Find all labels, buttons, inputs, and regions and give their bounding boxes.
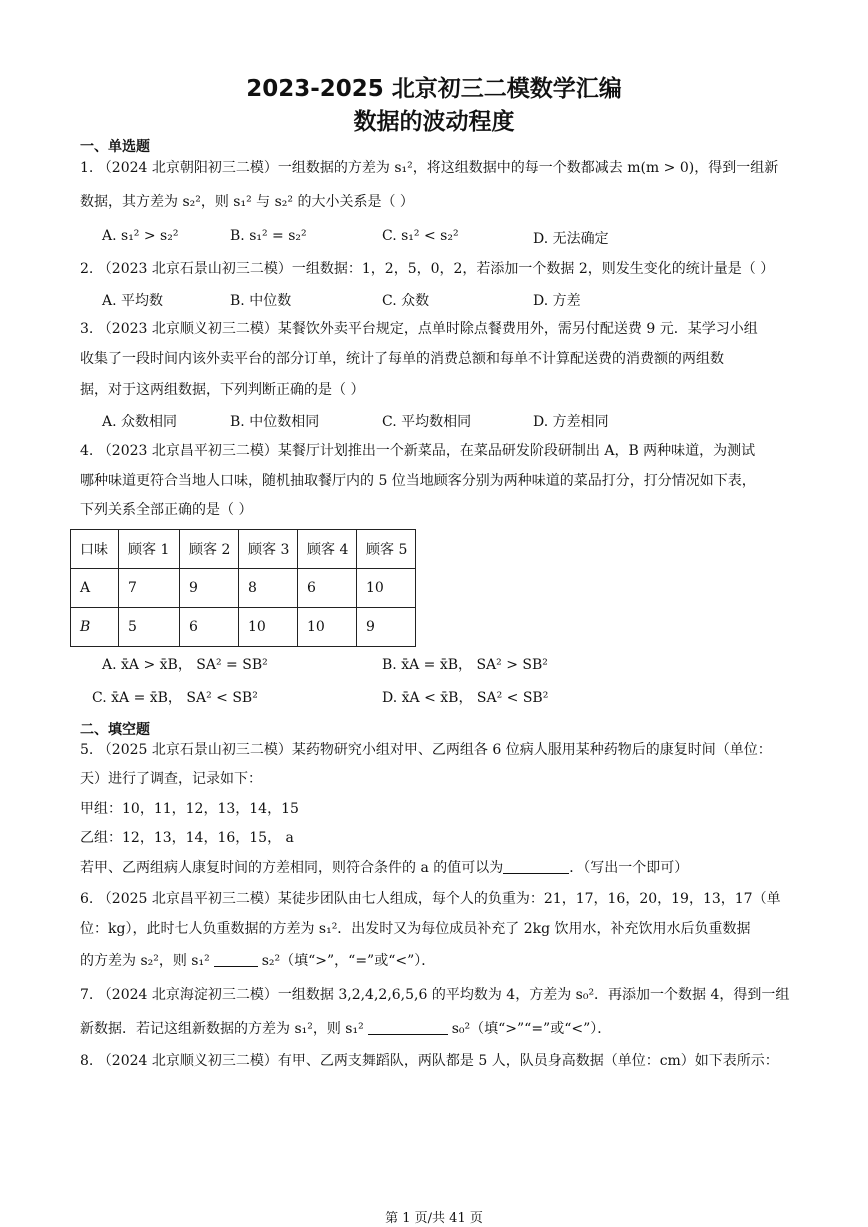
table-cell: 6	[298, 569, 357, 608]
question-4-line-1: 4. （2023 北京昌平初三二模）某餐厅计划推出一个新菜品，在菜品研发阶段研制出 A，B 两种味道，为测试	[80, 443, 756, 459]
answer-blank	[368, 1020, 448, 1035]
table-header-cell: 顾客 2	[180, 530, 239, 569]
question-4-line-3: 下列关系全部正确的是（ ）	[80, 502, 253, 518]
question-5-line-2: 天）进行了调查，记录如下：	[80, 771, 262, 787]
question-3-option-d: D. 方差相同	[533, 414, 609, 430]
question-3-option-a: A. 众数相同	[102, 414, 178, 430]
question-6-prompt: 的方差为 s₂²，则 s₁²	[80, 953, 210, 969]
question-5-line-4: 乙组：12，13，14，16，15， a	[80, 830, 294, 846]
answer-blank	[214, 952, 258, 967]
question-1-option-c: C. s₁² < s₂²	[382, 228, 459, 244]
table-cell: 10	[298, 608, 357, 647]
question-4-score-table	[70, 529, 416, 647]
question-6-line-3	[80, 951, 792, 971]
question-6-line-1: 6. （2025 北京昌平初三二模）某徒步团队由七人组成，每个人的负重为：21，17，16，20，19，13，17（单	[80, 891, 781, 907]
table-cell: 5	[119, 608, 180, 647]
table-header-row	[71, 530, 416, 569]
question-5-line-5	[80, 858, 792, 878]
question-2-option-d: D. 方差	[533, 293, 581, 309]
table-cell: 10	[239, 608, 298, 647]
question-1-option-a: A. s₁² > s₂²	[102, 228, 179, 244]
question-5-prompt: 若甲、乙两组病人康复时间的方差相同，则符合条件的 a 的值可以为	[80, 860, 504, 876]
question-4-option-b: B. x̄A = x̄B， SA² > SB²	[382, 657, 548, 673]
table-cell: 8	[239, 569, 298, 608]
table-cell: 10	[357, 569, 416, 608]
table-cell: B	[71, 608, 119, 647]
question-6-hint: s₂²（填“>”，“=”或“<”）．	[261, 953, 436, 969]
question-3-option-c: C. 平均数相同	[382, 414, 472, 430]
question-5-line-1: 5. （2025 北京石景山初三二模）某药物研究小组对甲、乙两组各 6 位病人服用某种药物后的康复时间（单位：	[80, 742, 772, 758]
question-2-option-c: C. 众数	[382, 293, 430, 309]
table-header-cell: 顾客 1	[119, 530, 180, 569]
question-7-prompt: 新数据．若记这组新数据的方差为 s₁²，则 s₁²	[80, 1021, 364, 1037]
question-4-option-a: A. x̄A > x̄B， SA² = SB²	[102, 657, 268, 673]
table-row	[71, 608, 416, 647]
table-header-cell: 顾客 4	[298, 530, 357, 569]
question-6-line-2: 位：kg），此时七人负重数据的方差为 s₁²．出发时又为每位成员补充了 2kg 饮用水，补充饮用水后负重数据	[80, 921, 751, 937]
title-line-2: 数据的波动程度	[353, 109, 515, 135]
table-cell: 9	[180, 569, 239, 608]
question-5-line-3: 甲组：10，11，12，13，14，15	[80, 801, 299, 817]
table-header-cell: 口味	[71, 530, 119, 569]
answer-blank	[503, 859, 569, 874]
question-2-line-1: 2. （2023 北京石景山初三二模）一组数据：1，2，5，0，2，若添加一个数据 2，则发生变化的统计量是（ ）	[80, 261, 775, 277]
page-footer: 第 1 页/共 41 页	[385, 1211, 483, 1226]
question-4-option-d: D. x̄A < x̄B， SA² < SB²	[382, 690, 549, 706]
question-1-line-2: 数据，其方差为 s₂²，则 s₁² 与 s₂² 的大小关系是（ ）	[80, 194, 414, 210]
table-cell: 9	[357, 608, 416, 647]
question-8-line-1: 8. （2024 北京顺义初三二模）有甲、乙两支舞蹈队，两队都是 5 人，队员身高数据（单位：cm）如下表所示：	[80, 1053, 779, 1069]
question-2-option-a: A. 平均数	[102, 293, 164, 309]
section-heading-fill-in: 二、填空题	[80, 722, 150, 738]
table-cell: 6	[180, 608, 239, 647]
table-row	[71, 569, 416, 608]
table-cell: A	[71, 569, 119, 608]
question-2-option-b: B. 中位数	[230, 293, 292, 309]
question-3-option-b: B. 中位数相同	[230, 414, 320, 430]
question-3-line-2: 收集了一段时间内该外卖平台的部分订单，统计了每单的消费总额和每单不计算配送费的消费额的两组数	[80, 351, 724, 367]
question-7-line-2	[80, 1019, 792, 1039]
question-4-option-c: C. x̄A = x̄B， SA² < SB²	[92, 690, 258, 706]
table-header-cell: 顾客 5	[357, 530, 416, 569]
table-header-cell: 顾客 3	[239, 530, 298, 569]
question-3-line-1: 3. （2023 北京顺义初三二模）某餐饮外卖平台规定，点单时除点餐费用外，需另付配送费 9 元．某学习小组	[80, 321, 758, 337]
section-heading-single-choice: 一、单选题	[80, 139, 150, 155]
question-5-hint: ．（写出一个即可）	[569, 860, 689, 876]
question-1-option-b: B. s₁² = s₂²	[230, 228, 307, 244]
question-1-option-d: D. 无法确定	[533, 231, 609, 247]
question-7-hint: s₀²（填“>”“=”或“<”）．	[451, 1021, 612, 1037]
question-1-line-1: 1. （2024 北京朝阳初三二模）一组数据的方差为 s₁²，将这组数据中的每一个数都减去 m(m > 0)，得到一组新	[80, 160, 779, 176]
question-4-line-2: 哪种味道更符合当地人口味，随机抽取餐厅内的 5 位当地顾客分别为两种味道的菜品打分，打分情况如下表，	[80, 473, 756, 489]
question-3-line-3: 据，对于这两组数据，下列判断正确的是（ ）	[80, 382, 365, 398]
table-cell: 7	[119, 569, 180, 608]
title-line-1: 2023-2025 北京初三二模数学汇编	[246, 76, 622, 102]
question-7-line-1: 7. （2024 北京海淀初三二模）一组数据 3,2,4,2,6,5,6 的平均数为 4，方差为 s₀²．再添加一个数据 4，得到一组	[80, 987, 790, 1003]
